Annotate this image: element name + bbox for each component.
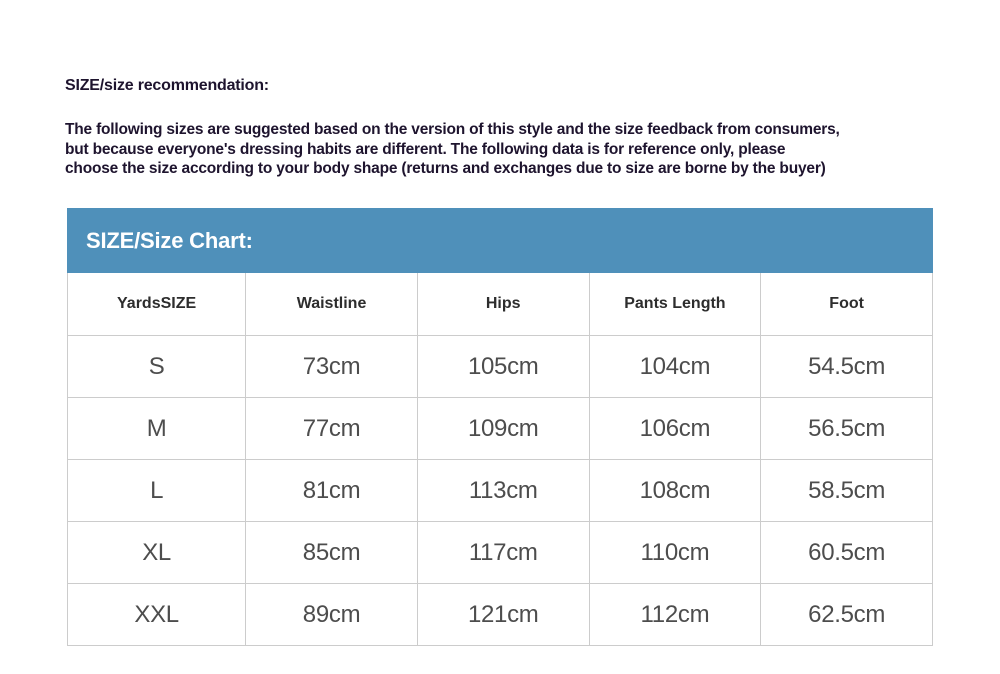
column-header-waistline: Waistline [246,273,418,336]
size-disclaimer-paragraph [65,120,840,179]
foot-cell: 62.5cm [761,584,933,646]
waistline-cell: 77cm [246,398,418,460]
table-row-l [68,460,933,522]
size-chart-title-bar [67,208,933,273]
foot-cell: 54.5cm [761,336,933,398]
size-chart-table [67,273,933,646]
size-table-header-row [68,273,933,336]
size-cell: L [68,460,246,522]
hips-cell: 117cm [417,522,589,584]
hips-cell: 121cm [417,584,589,646]
foot-cell: 58.5cm [761,460,933,522]
table-row-m [68,398,933,460]
disclaimer-line: The following sizes are suggested based on the version of this style and the size feedback from consumers, [65,121,840,138]
column-header-foot: Foot [761,273,933,336]
pants-length-cell: 108cm [589,460,761,522]
hips-cell: 105cm [417,336,589,398]
hips-cell: 113cm [417,460,589,522]
disclaimer-line: choose the size according to your body shape (returns and exchanges due to size are borne by the buyer) [65,160,826,177]
waistline-cell: 89cm [246,584,418,646]
pants-length-cell: 106cm [589,398,761,460]
size-chart-title: SIZE/Size Chart: [86,227,253,253]
column-header-hips: Hips [417,273,589,336]
column-header-size: YardsSIZE [68,273,246,336]
size-cell: XXL [68,584,246,646]
pants-length-cell: 104cm [589,336,761,398]
foot-cell: 60.5cm [761,522,933,584]
foot-cell: 56.5cm [761,398,933,460]
hips-cell: 109cm [417,398,589,460]
size-cell: M [68,398,246,460]
size-cell: S [68,336,246,398]
disclaimer-line: but because everyone's dressing habits are different. The following data is for reference only, please [65,140,786,158]
table-row-xxl [68,584,933,646]
size-cell: XL [68,522,246,584]
size-recommendation-heading: SIZE/size recommendation: [65,77,269,94]
waistline-cell: 85cm [246,522,418,584]
waistline-cell: 73cm [246,336,418,398]
table-row-s [68,336,933,398]
column-header-pants-length: Pants Length [589,273,761,336]
pants-length-cell: 112cm [589,584,761,646]
size-chart-section [67,208,933,646]
table-row-xl [68,522,933,584]
pants-length-cell: 110cm [589,522,761,584]
waistline-cell: 81cm [246,460,418,522]
